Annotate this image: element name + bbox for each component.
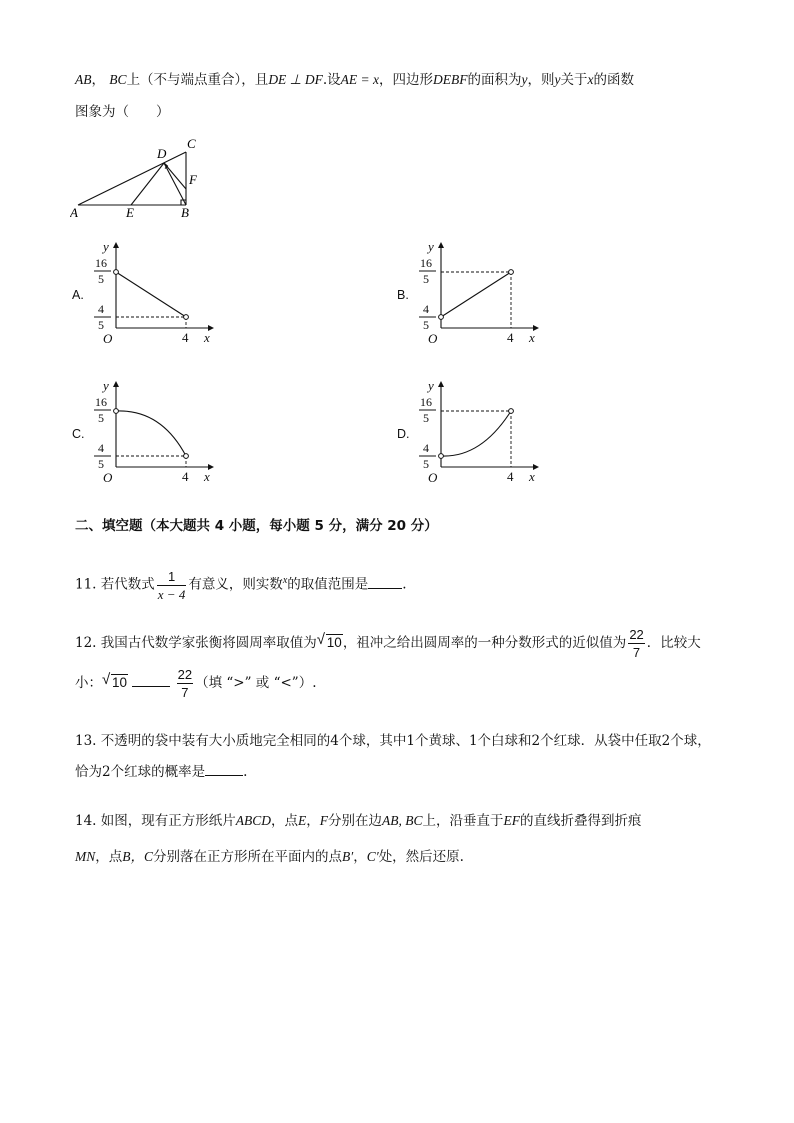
label-f: F — [189, 172, 197, 187]
q12-sqrt-2: √ 10 — [102, 671, 128, 690]
q14-text-f: ，点 — [95, 849, 123, 865]
q11-end: . — [402, 576, 407, 593]
q10-text-f: 关于 — [560, 72, 588, 88]
q12-text-c: ．比较大 — [646, 635, 701, 651]
y-axis-label: y — [428, 239, 434, 254]
section-fill-blank-title: 二、填空题（本大题共 4 小题，每小题 5 分，满分 20 分） — [75, 518, 438, 534]
q10-ae: AE = x — [340, 72, 379, 87]
q14-text-e: 的直线折叠得到折痕 — [520, 813, 642, 829]
y-tick-top-num: 16 — [420, 395, 432, 409]
option-a-graph[interactable] — [86, 238, 216, 348]
q10-text-b: .设 — [322, 72, 341, 88]
y-tick-top-num: 16 — [95, 395, 107, 409]
open-endpoint-start — [439, 454, 444, 459]
triangle-figure — [70, 135, 210, 220]
question-13-line2 — [75, 760, 247, 780]
q12-frac-den-2: 7 — [177, 683, 193, 699]
y-axis-arrow — [438, 381, 444, 387]
q10-text-a: 上（不与端点重合），且 — [126, 72, 269, 88]
y-tick-top-num: 16 — [95, 256, 107, 270]
q13-answer-blank[interactable] — [205, 775, 243, 776]
q12-number: 12. — [75, 635, 97, 651]
q14-abcd: ABCD — [235, 813, 272, 828]
question-12-line1 — [75, 628, 701, 659]
q14-bc-pts: B，C — [122, 849, 154, 864]
q14-mn: MN — [75, 849, 96, 864]
y-tick-top-den: 5 — [98, 411, 104, 425]
option-d-graph[interactable] — [411, 377, 541, 487]
question-14-line2: MN，点B，C分别落在正方形所在平面内的点B′，C′处，然后还原. — [75, 849, 464, 865]
segment-ab: AB — [75, 72, 92, 87]
y-tick-low-num: 4 — [98, 441, 104, 455]
origin-label: O — [103, 331, 113, 346]
open-endpoint-end — [509, 409, 514, 414]
q12-answer-blank[interactable] — [132, 686, 170, 687]
label-a: A — [70, 205, 78, 220]
q14-sides: AB, BC — [382, 813, 423, 828]
q13-line1: 不透明的袋中装有大小质地完全相同的4个球，其中1个黄球、1个白球和2个红球．从袋中任取2个球， — [100, 733, 711, 749]
q13-number: 13. — [75, 733, 97, 749]
y-axis-arrow — [113, 381, 119, 387]
question-12-line2 — [75, 668, 317, 699]
q10-var-y: y — [521, 72, 528, 87]
q10-perp: DE ⊥ DF — [268, 72, 323, 87]
x-tick-4: 4 — [507, 469, 514, 484]
y-tick-top-den: 5 — [423, 411, 429, 425]
option-b-graph[interactable] — [411, 238, 541, 348]
q10-line2: 图象为（ ） — [75, 104, 170, 120]
option-c-graph[interactable] — [86, 377, 216, 487]
open-endpoint-start — [114, 409, 119, 414]
q12-sqrt-val-2: 10 — [112, 675, 128, 690]
function-graph-decreasing-line — [116, 272, 186, 317]
x-axis-label: x — [529, 330, 535, 345]
q12-fraction-2 — [177, 668, 193, 699]
label-e: E — [126, 205, 134, 220]
q10-text-c: ，四边形 — [378, 72, 433, 88]
q12-line2-b: （填 “>” 或 “<”）. — [195, 675, 317, 691]
x-axis-label: x — [204, 469, 210, 484]
q10-quad: DEBF — [432, 72, 468, 87]
segment-d-b — [164, 163, 186, 205]
q14-text-h: 处，然后还原. — [378, 849, 464, 865]
y-tick-low-num: 4 — [423, 441, 429, 455]
y-axis-arrow — [113, 242, 119, 248]
q11-text-c: 的取值范围是 — [287, 576, 369, 593]
question-13-line1 — [75, 729, 711, 749]
q11-fraction — [157, 570, 187, 601]
q12-text-a: 我国古代数学家张衡将圆周率取值为 — [100, 635, 317, 651]
x-tick-4: 4 — [182, 330, 189, 345]
q14-f: F — [319, 813, 329, 828]
label-d: D — [157, 146, 167, 161]
q14-c-prime: C′ — [366, 849, 379, 864]
q10-text-d: 的面积为 — [467, 72, 522, 88]
q12-frac-num: 22 — [629, 627, 644, 642]
open-endpoint-start — [114, 270, 119, 275]
option-a-label[interactable]: A. — [72, 288, 84, 302]
y-axis-label: y — [103, 239, 109, 254]
q14-e: E — [298, 813, 307, 828]
y-axis-arrow — [438, 242, 444, 248]
function-graph-increasing-convex-curve — [441, 411, 511, 456]
q14-text-b: ，点 — [271, 813, 299, 829]
q14-text-c: 分别在边 — [328, 813, 383, 829]
q12-frac-den: 7 — [628, 643, 644, 659]
y-axis-label: y — [428, 378, 434, 393]
q12-frac-num-2: 22 — [177, 667, 193, 682]
y-tick-low-num: 4 — [98, 302, 104, 316]
origin-label: O — [103, 470, 113, 485]
y-tick-low-den: 5 — [98, 318, 104, 332]
function-graph-increasing-line — [441, 272, 511, 317]
q12-sqrt: √ 10 — [316, 631, 342, 650]
question-11 — [75, 566, 407, 601]
q14-b-prime: B′ — [342, 849, 354, 864]
label-c: C — [187, 136, 196, 151]
open-endpoint-end — [184, 454, 189, 459]
y-tick-low-den: 5 — [423, 318, 429, 332]
option-c-label[interactable]: C. — [72, 427, 85, 441]
y-tick-low-den: 5 — [423, 457, 429, 471]
origin-label: O — [428, 470, 438, 485]
q11-frac-num: 1 — [167, 568, 176, 584]
question-14-line1 — [75, 809, 642, 829]
y-axis-label: y — [103, 378, 109, 393]
q11-number: 11. — [75, 576, 97, 593]
open-endpoint-end — [184, 315, 189, 320]
q10-var-x: x — [587, 72, 594, 87]
q14-number: 14. — [75, 813, 97, 829]
segment-a-c — [78, 152, 186, 205]
segment-e-d — [131, 163, 164, 205]
open-endpoint-end — [509, 270, 514, 275]
open-endpoint-start — [439, 315, 444, 320]
q14-text-g: 分别落在正方形所在平面内的点 — [153, 849, 343, 865]
y-tick-low-den: 5 — [98, 457, 104, 471]
q11-var: x — [282, 575, 288, 586]
y-tick-low-num: 4 — [423, 302, 429, 316]
x-axis-label: x — [204, 330, 210, 345]
q14-comma: ， — [306, 813, 320, 829]
x-axis-label: x — [529, 469, 535, 484]
q13-end: . — [243, 764, 248, 780]
option-b-label[interactable]: B. — [397, 288, 409, 302]
q13-line2-a: 恰为2个红球的概率是 — [75, 764, 206, 780]
q12-sqrt-val: 10 — [326, 635, 342, 650]
origin-label: O — [428, 331, 438, 346]
x-tick-4: 4 — [182, 469, 189, 484]
q11-frac-den: x − 4 — [157, 586, 186, 602]
y-tick-top-den: 5 — [423, 272, 429, 286]
q14-ef: EF — [503, 813, 521, 828]
q11-text-b: 有意义，则实数 — [188, 576, 283, 593]
q12-fraction — [628, 628, 644, 659]
function-graph-decreasing-concave-curve — [116, 411, 186, 456]
q12-line2-a: 小： — [75, 675, 102, 691]
q11-text-a: 若代数式 — [100, 576, 155, 593]
q10-text-g: 的函数 — [593, 72, 634, 88]
q10-line1: AB， BC上（不与端点重合），且DE ⊥ DF.设AE = x，四边形DEBF的面积为y，则y关于x的函数 — [75, 72, 634, 88]
q10-text-e: ，则 — [527, 72, 555, 88]
q14-text-d: 上，沿垂直于 — [422, 813, 504, 829]
y-tick-top-den: 5 — [98, 272, 104, 286]
q14-text-a: 如图，现有正方形纸片 — [100, 813, 236, 829]
y-tick-top-num: 16 — [420, 256, 432, 270]
q11-answer-blank[interactable] — [368, 588, 402, 589]
option-d-label[interactable]: D. — [397, 427, 410, 441]
segment-bc: BC — [109, 72, 127, 87]
q10-var-y2: y — [554, 72, 561, 87]
q12-text-b: ，祖冲之给出圆周率的一种分数形式的近似值为 — [342, 635, 627, 651]
label-b: B — [181, 205, 189, 220]
x-tick-4: 4 — [507, 330, 514, 345]
